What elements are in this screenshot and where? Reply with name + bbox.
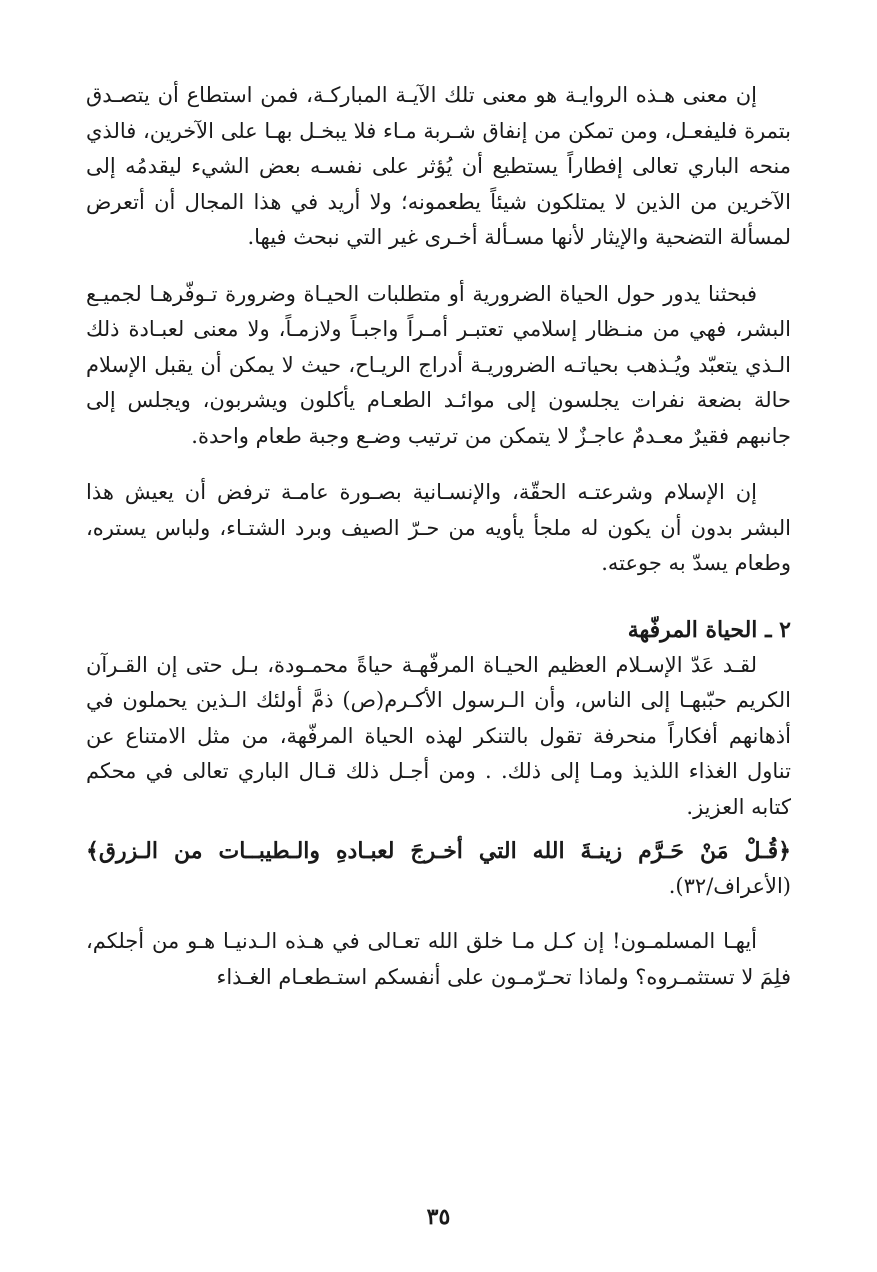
paragraph-2: فبحثنا يدور حول الحياة الضرورية أو متطلبات الحيـاة وضرورة تـوفّرهـا لجميـع البشر، فهي من منـظار إسلامي تعتبـر أمـراً واجبـاً ولازمـاً، ولا معنى لعبـادة ذلك الـذي يتعبّد ويُـذهب بحياتـه الضروريـة أدراج الريـاح، حيث لا يمكن أن يقبل الإسلام حالة بضعة نفرات يجلسون إلى موائـد الطعـام يأكلون ويشربون، ويجلس إلى جانبهم فقيرٌ معـدمٌ عاجـزٌ لا يتمكن من ترتيب وضـع وجبة طعام واحدة. — [86, 281, 791, 448]
paragraph-3: إن الإسلام وشرعتـه الحقّة، والإنسـانية بصـورة عامـة ترفض أن يعيش هذا البشر بدون أن يكون له ملجأ يأويه من حـرّ الصيف وبرد الشتـاء، ولباس يستره، وطعام يسدّ به جوعته. — [86, 480, 791, 575]
page-body — [86, 78, 791, 995]
paragraph-spacer — [86, 903, 791, 924]
section-paragraph-2: أيهـا المسلمـون! إن كـل مـا خلق الله تعـالى في هـذه الـدنيـا هـو من أجلكم، فلِمَ لا تستثمـروه؟ ولماذا تحـرّمـون على أنفسكم استـطعـام الغـذاء — [86, 929, 791, 989]
section-spacer — [86, 582, 791, 612]
paragraph-1: إن معنى هـذه الروايـة هو معنى تلك الآيـة المباركـة، فمن استطاع أن يتصـدق بتمرة فليفعـل، ومن تمكن من إنفاق شـربة مـاء فلا يبخـل بهـا على الآخرين، فالذي منحه الباري تعالى إفطاراً يستطيع أن يُؤثر على نفسـه بعض الشيء ليقدمُه إلى الآخرين من الذين لا يمتلكون شيئاً يطعمونه؛ ولا أريد في هذا المجال أن أتعرض لمسألة التضحية والإيثار لأنها مسـألة أخـرى غير التي نبحث فيها. — [86, 83, 791, 249]
paragraph-spacer — [86, 256, 791, 277]
quran-quote: ﴿قُـلْ مَنْ حَـرَّم زينـةَ الله التي أخـرجَ لعبـادهِ والـطيبــات من الـزرق﴾ — [86, 838, 791, 864]
quote-reference: (الأعراف/٣٢). — [668, 874, 791, 898]
page-number: ٣٥ — [426, 1204, 451, 1230]
section-paragraph-1: لقـد عَدّ الإسـلام العظيم الحيـاة المرفّهـة حياةً محمـودة، بـل حتى إن القـرآن الكريم حبّبهـا إلى الناس، وأن الـرسول الأكـرم(ص) ذمَّ أولئك الـذين يحملون في أذهانهم أفكاراً منحرفة تقول بالتنكر لهذه الحياة المرفّهة، من مثل الامتناع عن تناول الغذاء اللذيذ ومـا إلى ذلك. . ومن أجـل ذلك قـال الباري تعالى في محكم كتابه العزيز. — [86, 652, 791, 819]
section-heading: ٢ ـ الحياة المرفّهة — [627, 616, 791, 643]
paragraph-spacer — [86, 454, 791, 475]
